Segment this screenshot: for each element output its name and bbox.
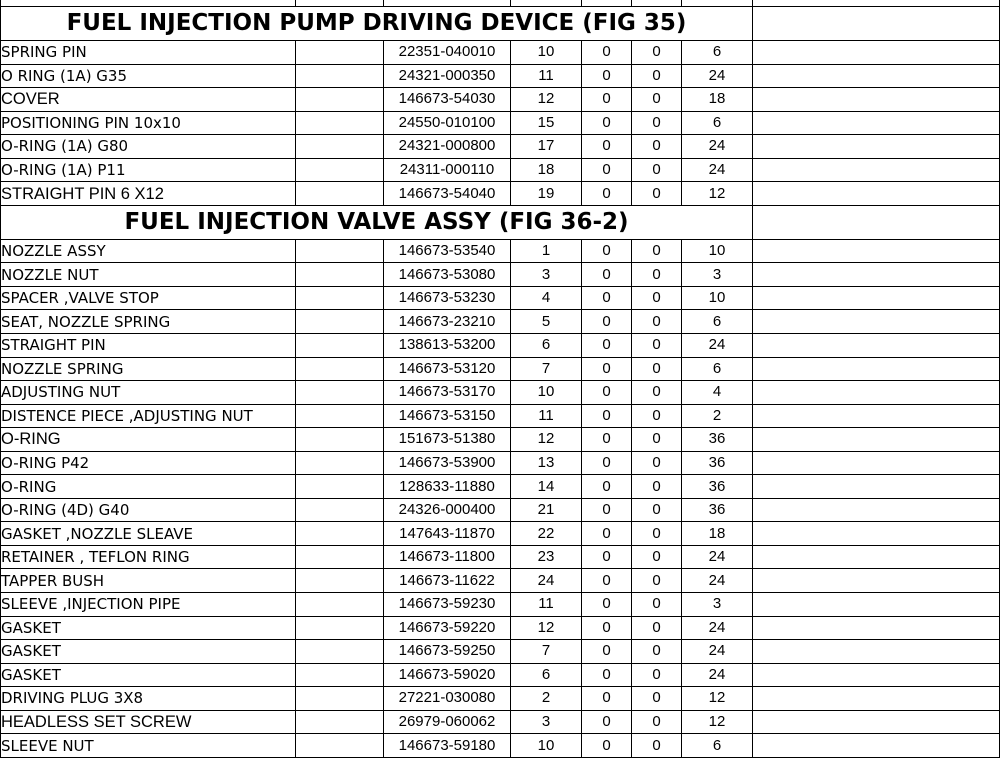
empty-cell[interactable] (296, 286, 384, 310)
quantity-cell[interactable]: 3 (682, 593, 753, 617)
table-row (1, 357, 1000, 381)
ref-number-cell[interactable]: 14 (511, 475, 582, 499)
description-cell[interactable]: DISTENCE PIECE ,ADJUSTING NUT (1, 404, 296, 428)
table-row (1, 135, 1000, 159)
part-number-cell[interactable]: 146673-54040 (384, 182, 511, 206)
ref-number-cell[interactable]: 11 (511, 593, 582, 617)
col-a-cell[interactable]: 0 (582, 334, 632, 358)
table-row (1, 310, 1000, 334)
part-number-cell[interactable]: 146673-59230 (384, 593, 511, 617)
empty-cell[interactable] (753, 451, 1000, 475)
empty-cell[interactable] (753, 182, 1000, 206)
part-number-cell[interactable]: 151673-51380 (384, 428, 511, 452)
part-number-cell[interactable]: 24321-000350 (384, 64, 511, 88)
empty-cell[interactable] (753, 334, 1000, 358)
ref-number-cell[interactable]: 3 (511, 263, 582, 287)
ref-number-cell[interactable]: 3 (511, 710, 582, 734)
part-number-cell[interactable]: 146673-53540 (384, 239, 511, 263)
empty-cell[interactable] (296, 734, 384, 758)
empty-cell[interactable] (753, 593, 1000, 617)
table-row (1, 263, 1000, 287)
ref-number-cell[interactable]: 11 (511, 64, 582, 88)
empty-cell[interactable] (753, 135, 1000, 159)
description-cell[interactable]: STRAIGHT PIN (1, 334, 296, 358)
col-a-cell[interactable]: 0 (582, 182, 632, 206)
quantity-cell[interactable]: 24 (682, 158, 753, 182)
description-cell[interactable]: GASKET (1, 640, 296, 664)
quantity-cell[interactable]: 12 (682, 710, 753, 734)
section-header-row (1, 7, 1000, 41)
ref-number-cell[interactable]: 6 (511, 663, 582, 687)
table-row (1, 475, 1000, 499)
empty-cell[interactable] (296, 263, 384, 287)
description-cell[interactable]: SEAT, NOZZLE SPRING (1, 310, 296, 334)
empty-cell[interactable] (296, 111, 384, 135)
description-cell[interactable]: O-RING (4D) G40 (1, 498, 296, 522)
col-a-cell[interactable]: 0 (582, 569, 632, 593)
empty-cell[interactable] (753, 357, 1000, 381)
part-number-cell[interactable]: 146673-23210 (384, 310, 511, 334)
table-row (1, 451, 1000, 475)
col-a-cell[interactable]: 0 (582, 357, 632, 381)
col-a-cell[interactable]: 0 (582, 239, 632, 263)
col-a-cell[interactable]: 0 (582, 663, 632, 687)
empty-cell[interactable] (753, 498, 1000, 522)
quantity-cell[interactable]: 10 (682, 239, 753, 263)
empty-cell[interactable] (296, 135, 384, 159)
col-a-cell[interactable]: 0 (582, 522, 632, 546)
ref-number-cell[interactable]: 21 (511, 498, 582, 522)
quantity-cell[interactable]: 36 (682, 498, 753, 522)
description-cell[interactable]: DRIVING PLUG 3X8 (1, 687, 296, 711)
part-number-cell[interactable]: 146673-53080 (384, 263, 511, 287)
empty-cell[interactable] (753, 111, 1000, 135)
ref-number-cell[interactable]: 7 (511, 357, 582, 381)
part-number-cell[interactable]: 27221-030080 (384, 687, 511, 711)
col-a-cell[interactable]: 0 (582, 616, 632, 640)
ref-number-cell[interactable]: 15 (511, 111, 582, 135)
part-number-cell[interactable]: 146673-53120 (384, 357, 511, 381)
empty-cell[interactable] (296, 381, 384, 405)
table-row (1, 734, 1000, 758)
empty-cell[interactable] (296, 239, 384, 263)
table-row (1, 41, 1000, 65)
quantity-cell[interactable]: 12 (682, 687, 753, 711)
part-number-cell[interactable]: 146673-53150 (384, 404, 511, 428)
empty-cell[interactable] (753, 734, 1000, 758)
table-row (1, 64, 1000, 88)
part-number-cell[interactable]: 22351-040010 (384, 41, 511, 65)
description-cell[interactable]: GASKET (1, 616, 296, 640)
ref-number-cell[interactable]: 12 (511, 88, 582, 112)
description-cell[interactable]: HEADLESS SET SCREW (1, 710, 296, 734)
col-b-cell[interactable]: 0 (632, 616, 682, 640)
ref-number-cell[interactable]: 6 (511, 334, 582, 358)
quantity-cell[interactable]: 6 (682, 111, 753, 135)
col-a-cell[interactable]: 0 (582, 710, 632, 734)
ref-number-cell[interactable]: 10 (511, 41, 582, 65)
col-a-cell[interactable]: 0 (582, 640, 632, 664)
part-number-cell[interactable]: 146673-53170 (384, 381, 511, 405)
ref-number-cell[interactable]: 17 (511, 135, 582, 159)
col-b-cell[interactable]: 0 (632, 687, 682, 711)
col-a-cell[interactable]: 0 (582, 475, 632, 499)
part-number-cell[interactable]: 146673-11800 (384, 545, 511, 569)
col-a-cell[interactable]: 0 (582, 545, 632, 569)
description-cell[interactable]: SLEEVE NUT (1, 734, 296, 758)
col-a-cell[interactable]: 0 (582, 64, 632, 88)
empty-cell[interactable] (753, 710, 1000, 734)
part-number-cell[interactable]: 24321-000800 (384, 135, 511, 159)
quantity-cell[interactable]: 6 (682, 734, 753, 758)
col-a-cell[interactable]: 0 (582, 88, 632, 112)
empty-cell[interactable] (296, 593, 384, 617)
part-number-cell[interactable]: 24550-010100 (384, 111, 511, 135)
part-number-cell[interactable]: 138613-53200 (384, 334, 511, 358)
empty-cell[interactable] (753, 88, 1000, 112)
col-b-cell[interactable]: 0 (632, 158, 682, 182)
table-row (1, 498, 1000, 522)
description-cell[interactable]: SPRING PIN (1, 41, 296, 65)
col-b-cell[interactable]: 0 (632, 263, 682, 287)
empty-cell[interactable] (753, 640, 1000, 664)
col-a-cell[interactable]: 0 (582, 734, 632, 758)
col-b-cell[interactable]: 0 (632, 239, 682, 263)
empty-cell[interactable] (753, 64, 1000, 88)
table-row (1, 381, 1000, 405)
part-number-cell[interactable]: 147643-11870 (384, 522, 511, 546)
empty-cell[interactable] (296, 334, 384, 358)
col-b-cell[interactable]: 0 (632, 111, 682, 135)
empty-cell[interactable] (296, 182, 384, 206)
ref-number-cell[interactable]: 1 (511, 239, 582, 263)
ref-number-cell[interactable]: 5 (511, 310, 582, 334)
empty-cell[interactable] (753, 428, 1000, 452)
part-number-cell[interactable]: 128633-11880 (384, 475, 511, 499)
table-row (1, 239, 1000, 263)
table-row (1, 88, 1000, 112)
empty-cell[interactable] (753, 404, 1000, 428)
empty-cell[interactable] (296, 451, 384, 475)
description-cell[interactable]: O-RING (1A) G80 (1, 135, 296, 159)
empty-cell[interactable] (753, 545, 1000, 569)
empty-cell[interactable] (296, 616, 384, 640)
empty-cell[interactable] (296, 498, 384, 522)
ref-number-cell[interactable]: 2 (511, 687, 582, 711)
col-a-cell[interactable]: 0 (582, 404, 632, 428)
cell[interactable] (753, 205, 1000, 239)
empty-cell[interactable] (753, 158, 1000, 182)
description-cell[interactable]: NOZZLE SPRING (1, 357, 296, 381)
empty-cell[interactable] (753, 239, 1000, 263)
ref-number-cell[interactable]: 11 (511, 404, 582, 428)
col-b-cell[interactable]: 0 (632, 522, 682, 546)
empty-cell[interactable] (753, 616, 1000, 640)
col-b-cell[interactable]: 0 (632, 663, 682, 687)
empty-cell[interactable] (296, 522, 384, 546)
table-row (1, 545, 1000, 569)
quantity-cell[interactable]: 24 (682, 569, 753, 593)
col-b-cell[interactable]: 0 (632, 310, 682, 334)
ref-number-cell[interactable]: 13 (511, 451, 582, 475)
table-row (1, 286, 1000, 310)
col-b-cell[interactable]: 0 (632, 640, 682, 664)
description-cell[interactable]: O-RING (1A) P11 (1, 158, 296, 182)
description-cell[interactable]: COVER (1, 88, 296, 112)
col-b-cell[interactable]: 0 (632, 64, 682, 88)
empty-cell[interactable] (296, 428, 384, 452)
description-cell[interactable]: SPACER ,VALVE STOP (1, 286, 296, 310)
empty-cell[interactable] (296, 158, 384, 182)
col-a-cell[interactable]: 0 (582, 286, 632, 310)
part-number-cell[interactable]: 24311-000110 (384, 158, 511, 182)
col-b-cell[interactable]: 0 (632, 404, 682, 428)
quantity-cell[interactable]: 36 (682, 451, 753, 475)
col-a-cell[interactable]: 0 (582, 158, 632, 182)
quantity-cell[interactable]: 24 (682, 135, 753, 159)
empty-cell[interactable] (753, 475, 1000, 499)
part-number-cell[interactable]: 146673-53230 (384, 286, 511, 310)
col-a-cell[interactable]: 0 (582, 111, 632, 135)
col-a-cell[interactable]: 0 (582, 135, 632, 159)
col-b-cell[interactable]: 0 (632, 334, 682, 358)
col-b-cell[interactable]: 0 (632, 545, 682, 569)
col-b-cell[interactable]: 0 (632, 41, 682, 65)
col-a-cell[interactable]: 0 (582, 263, 632, 287)
quantity-cell[interactable]: 3 (682, 263, 753, 287)
col-b-cell[interactable]: 0 (632, 569, 682, 593)
col-b-cell[interactable]: 0 (632, 498, 682, 522)
col-b-cell[interactable]: 0 (632, 710, 682, 734)
empty-cell[interactable] (753, 41, 1000, 65)
part-number-cell[interactable]: 146673-11622 (384, 569, 511, 593)
quantity-cell[interactable]: 24 (682, 334, 753, 358)
ref-number-cell[interactable]: 24 (511, 569, 582, 593)
col-a-cell[interactable]: 0 (582, 593, 632, 617)
quantity-cell[interactable]: 12 (682, 182, 753, 206)
description-cell[interactable]: O RING (1A) G35 (1, 64, 296, 88)
empty-cell[interactable] (296, 310, 384, 334)
empty-cell[interactable] (296, 41, 384, 65)
cell[interactable] (753, 7, 1000, 41)
empty-cell[interactable] (296, 475, 384, 499)
empty-cell[interactable] (296, 710, 384, 734)
table-row (1, 428, 1000, 452)
part-number-cell[interactable]: 26979-060062 (384, 710, 511, 734)
ref-number-cell[interactable]: 4 (511, 286, 582, 310)
description-cell[interactable]: ADJUSTING NUT (1, 381, 296, 405)
col-b-cell[interactable]: 0 (632, 182, 682, 206)
section-title[interactable]: FUEL INJECTION PUMP DRIVING DEVICE (FIG 35) (1, 7, 753, 41)
empty-cell[interactable] (753, 381, 1000, 405)
description-cell[interactable]: SLEEVE ,INJECTION PIPE (1, 593, 296, 617)
empty-cell[interactable] (296, 663, 384, 687)
description-cell[interactable]: RETAINER , TEFLON RING (1, 545, 296, 569)
table-row (1, 687, 1000, 711)
ref-number-cell[interactable]: 10 (511, 734, 582, 758)
table-row (1, 663, 1000, 687)
quantity-cell[interactable]: 36 (682, 428, 753, 452)
ref-number-cell[interactable]: 23 (511, 545, 582, 569)
empty-cell[interactable] (296, 357, 384, 381)
empty-cell[interactable] (296, 640, 384, 664)
ref-number-cell[interactable]: 10 (511, 381, 582, 405)
col-a-cell[interactable]: 0 (582, 498, 632, 522)
col-a-cell[interactable]: 0 (582, 428, 632, 452)
table-row (1, 111, 1000, 135)
quantity-cell[interactable]: 24 (682, 616, 753, 640)
quantity-cell[interactable]: 2 (682, 404, 753, 428)
quantity-cell[interactable]: 6 (682, 310, 753, 334)
col-a-cell[interactable]: 0 (582, 451, 632, 475)
col-b-cell[interactable]: 0 (632, 734, 682, 758)
col-a-cell[interactable]: 0 (582, 687, 632, 711)
col-a-cell[interactable]: 0 (582, 381, 632, 405)
col-b-cell[interactable]: 0 (632, 286, 682, 310)
table-row (1, 158, 1000, 182)
ref-number-cell[interactable]: 19 (511, 182, 582, 206)
quantity-cell[interactable]: 36 (682, 475, 753, 499)
table-row (1, 593, 1000, 617)
col-a-cell[interactable]: 0 (582, 41, 632, 65)
description-cell[interactable]: TAPPER BUSH (1, 569, 296, 593)
empty-cell[interactable] (296, 88, 384, 112)
empty-cell[interactable] (296, 687, 384, 711)
section-header-row (1, 205, 1000, 239)
quantity-cell[interactable]: 18 (682, 522, 753, 546)
table-row (1, 640, 1000, 664)
description-cell[interactable]: POSITIONING PIN 10x10 (1, 111, 296, 135)
table-row (1, 182, 1000, 206)
col-b-cell[interactable]: 0 (632, 135, 682, 159)
quantity-cell[interactable]: 24 (682, 663, 753, 687)
col-b-cell[interactable]: 0 (632, 428, 682, 452)
empty-cell[interactable] (296, 545, 384, 569)
quantity-cell[interactable]: 18 (682, 88, 753, 112)
col-b-cell[interactable]: 0 (632, 593, 682, 617)
part-number-cell[interactable]: 146673-59220 (384, 616, 511, 640)
col-b-cell[interactable]: 0 (632, 357, 682, 381)
quantity-cell[interactable]: 24 (682, 545, 753, 569)
col-b-cell[interactable]: 0 (632, 451, 682, 475)
description-cell[interactable]: STRAIGHT PIN 6 X12 (1, 182, 296, 206)
table-row (1, 404, 1000, 428)
empty-cell[interactable] (753, 263, 1000, 287)
part-number-cell[interactable]: 146673-54030 (384, 88, 511, 112)
part-number-cell[interactable]: 146673-59180 (384, 734, 511, 758)
part-number-cell[interactable]: 146673-53900 (384, 451, 511, 475)
section-title[interactable]: FUEL INJECTION VALVE ASSY (FIG 36-2) (1, 205, 753, 239)
quantity-cell[interactable]: 6 (682, 41, 753, 65)
empty-cell[interactable] (753, 687, 1000, 711)
description-cell[interactable]: O-RING P42 (1, 451, 296, 475)
ref-number-cell[interactable]: 18 (511, 158, 582, 182)
col-b-cell[interactable]: 0 (632, 475, 682, 499)
empty-cell[interactable] (753, 569, 1000, 593)
quantity-cell[interactable]: 24 (682, 640, 753, 664)
table-row (1, 522, 1000, 546)
empty-cell[interactable] (753, 310, 1000, 334)
col-b-cell[interactable]: 0 (632, 88, 682, 112)
empty-cell[interactable] (296, 64, 384, 88)
empty-cell[interactable] (753, 286, 1000, 310)
table-row (1, 616, 1000, 640)
part-number-cell[interactable]: 146673-59020 (384, 663, 511, 687)
quantity-cell[interactable]: 24 (682, 64, 753, 88)
empty-cell[interactable] (296, 404, 384, 428)
ref-number-cell[interactable]: 7 (511, 640, 582, 664)
col-a-cell[interactable]: 0 (582, 310, 632, 334)
ref-number-cell[interactable]: 22 (511, 522, 582, 546)
table-row (1, 569, 1000, 593)
description-cell[interactable]: NOZZLE ASSY (1, 239, 296, 263)
ref-number-cell[interactable]: 12 (511, 428, 582, 452)
quantity-cell[interactable]: 4 (682, 381, 753, 405)
col-b-cell[interactable]: 0 (632, 381, 682, 405)
empty-cell[interactable] (753, 522, 1000, 546)
quantity-cell[interactable]: 6 (682, 357, 753, 381)
description-cell[interactable]: O-RING (1, 475, 296, 499)
empty-cell[interactable] (753, 663, 1000, 687)
part-number-cell[interactable]: 146673-59250 (384, 640, 511, 664)
part-number-cell[interactable]: 24326-000400 (384, 498, 511, 522)
empty-cell[interactable] (296, 569, 384, 593)
description-cell[interactable]: GASKET (1, 663, 296, 687)
description-cell[interactable]: GASKET ,NOZZLE SLEAVE (1, 522, 296, 546)
table-row (1, 710, 1000, 734)
description-cell[interactable]: O-RING (1, 428, 296, 452)
quantity-cell[interactable]: 10 (682, 286, 753, 310)
table-row (1, 334, 1000, 358)
ref-number-cell[interactable]: 12 (511, 616, 582, 640)
description-cell[interactable]: NOZZLE NUT (1, 263, 296, 287)
